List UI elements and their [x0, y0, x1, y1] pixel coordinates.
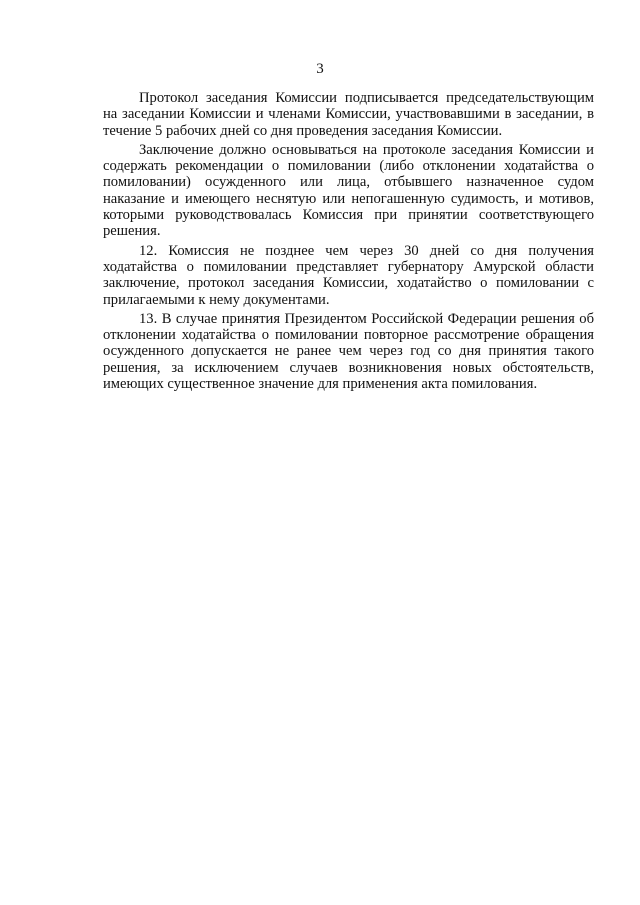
paragraph-protocol-signing: Протокол заседания Комиссии подписывается председательствующим на заседании Комиссии и членами Комиссии, участвовавшими в заседании, в течение 5 рабочих дней со дня проведения заседания Комиссии.	[103, 90, 594, 139]
page-number: 3	[316, 61, 324, 77]
paragraph-conclusion-content: Заключение должно основываться на протоколе заседания Комиссии и содержать рекомендации о помиловании (либо отклонении ходатайства о помиловании) осужденного или лица, отбывшего назначенное судом наказание и имеющего неснятую или непогашенную судимость, и мотивов, которыми руководствовалась Комиссия при принятии соответствующего решения.	[103, 141, 594, 240]
paragraph-item-12: 12. Комиссия не позднее чем через 30 дней со дня получения ходатайства о помиловании представляет губернатору Амурской области заключение, протокол заседания Комиссии, ходатайство о помиловании с прилагаемыми к нему документами.	[103, 242, 594, 308]
document-body	[103, 90, 594, 395]
paragraph-item-13: 13. В случае принятия Президентом Российской Федерации решения об отклонении ходатайства о помиловании повторное рассмотрение обращения осужденного допускается не ранее чем через год со дня принятия такого решения, за исключением случаев возникновения новых обстоятельств, имеющих существенное значение для применения акта помилования.	[103, 310, 594, 393]
